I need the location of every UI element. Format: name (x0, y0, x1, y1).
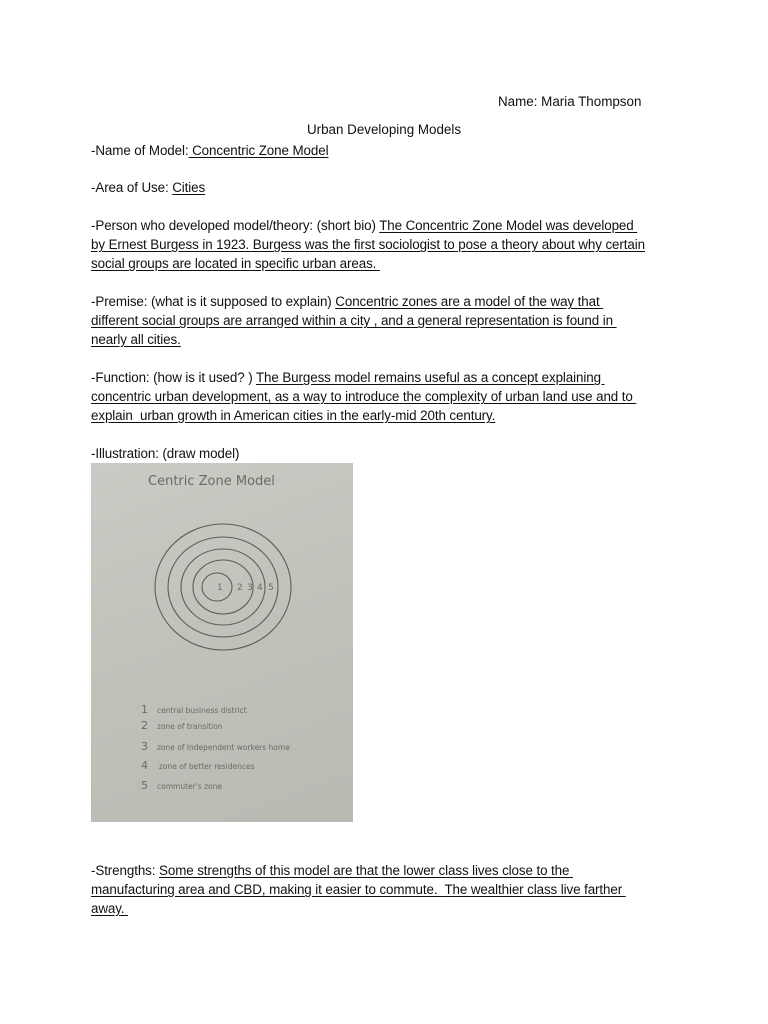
premise-line-3 (91, 330, 181, 349)
strengths-line-3 (91, 899, 128, 918)
function-text-2: concentric urban development, as a way to introduce the complexity of urban land use and to (91, 389, 637, 404)
function-line-1 (91, 368, 605, 387)
premise-text-1: Concentric zones are a model of the way that (335, 294, 604, 309)
legend-text-4: zone of better residences (159, 762, 255, 771)
person-line-1 (91, 216, 637, 235)
legend-text-2: zone of transition (157, 722, 223, 731)
legend-num-5: 5 (141, 779, 148, 792)
function-line-3 (91, 406, 495, 425)
ring-label-4: 4 (257, 583, 263, 593)
strengths-text-2b: The wealthier class live farther (441, 882, 626, 897)
function-line-2 (91, 387, 636, 406)
student-name: Name: Maria Thompson (498, 94, 642, 109)
premise-text-3: nearly all cities. (91, 332, 181, 347)
ring-label-2: 2 (237, 583, 243, 593)
legend-text-3: zone of independent workers home (157, 743, 290, 752)
ring-label-3: 3 (247, 583, 253, 593)
premise-line-1 (91, 292, 603, 311)
person-line-3 (91, 254, 380, 273)
strengths-label: -Strengths: (91, 863, 160, 878)
premise-text-2b: , and a general representation is found in (370, 313, 617, 328)
drawing-title: Centric Zone Model (148, 474, 275, 489)
person-text-2: by Ernest Burgess in 1923. Burgess was the first sociologist to pose a theory about why certain (91, 237, 645, 252)
concentric-zone-drawing (91, 463, 353, 822)
function-text-3: explain urban growth in American cities in the early-mid 20th century. (91, 408, 496, 423)
strengths-text-2a: manufacturing area and CBD, making it easier to commute. (91, 882, 442, 897)
document-title: Urban Developing Models (306, 122, 462, 137)
model-name-line (91, 141, 328, 160)
person-text-3: social groups are located in specific urban areas. (91, 256, 380, 271)
legend-text-1: central business district (157, 706, 247, 715)
model-name-label: -Name of Model: (91, 143, 189, 158)
strengths-line-1 (91, 861, 573, 880)
premise-label: -Premise: (what is it supposed to explain) (91, 294, 336, 309)
premise-text-2a: different social groups are arranged within a city (91, 313, 371, 328)
person-line-2 (91, 235, 645, 254)
legend-num-1: 1 (141, 703, 148, 716)
model-name-value: Concentric Zone Model (188, 143, 329, 158)
area-of-use-line (91, 178, 205, 197)
person-label: -Person who developed model/theory: (short bio) (91, 218, 380, 233)
illustration-photo (91, 463, 353, 822)
legend-num-2: 2 (141, 719, 148, 732)
area-of-use-label: -Area of Use: (91, 180, 173, 195)
premise-line-2 (91, 311, 617, 330)
function-text-1: The Burgess model remains useful as a concept explaining (255, 370, 605, 385)
function-label: -Function: (how is it used? ) (91, 370, 256, 385)
ring-label-1: 1 (217, 583, 223, 593)
area-of-use-value: Cities (172, 180, 206, 195)
ring-label-5: 5 (268, 583, 274, 593)
strengths-text-1: Some strengths of this model are that the lower class lives close to the (159, 863, 573, 878)
strengths-line-2 (91, 880, 626, 899)
strengths-text-3: away. (91, 901, 129, 916)
legend-text-5: commuter's zone (157, 782, 222, 791)
legend-num-4: 4 (141, 759, 148, 772)
person-text-1: The Concentric Zone Model was developed (379, 218, 638, 233)
legend-num-3: 3 (141, 740, 148, 753)
illustration-label: -Illustration: (draw model) (91, 446, 240, 461)
